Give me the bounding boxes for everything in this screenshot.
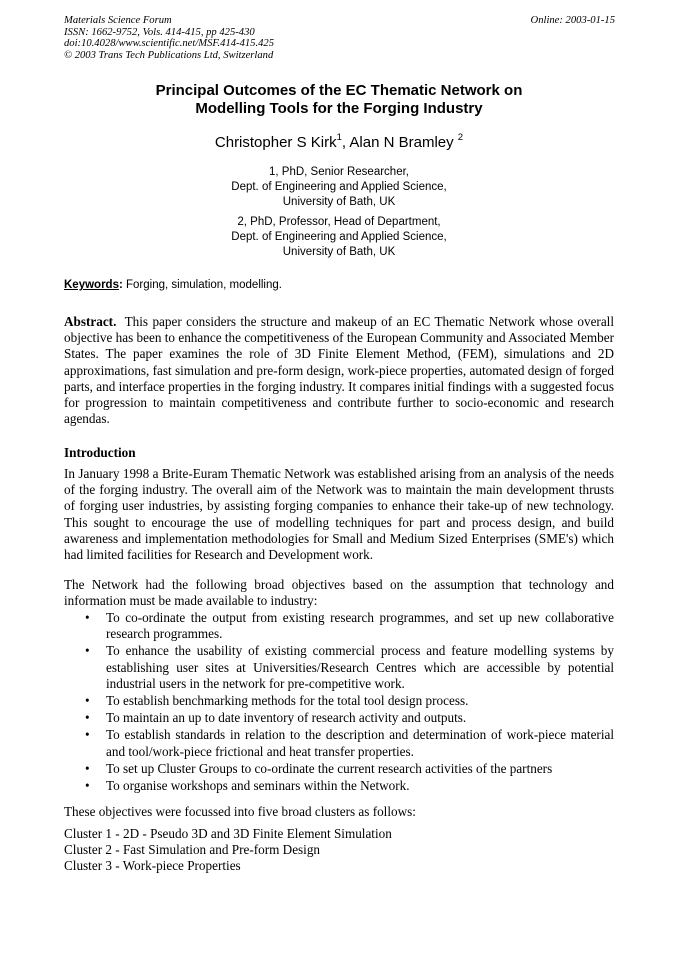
abstract: [64, 314, 614, 427]
list-item-text: To establish standards in relation to the description and determination of work-piece material and tool/work-piece frictional and heat transfer properties.: [106, 727, 614, 759]
author-list: [64, 129, 614, 153]
objectives-list: [64, 610, 614, 795]
paper-title: [64, 82, 614, 118]
abstract-label: Abstract.: [64, 314, 117, 329]
keywords-label: Keywords: [64, 279, 119, 291]
affiliation-2-line-3: University of Bath, UK: [282, 246, 396, 258]
abstract-text: This paper considers the structure and makeup of an EC Thematic Network whose overall objective has been to enhance the competitiveness of the European Community and Associated Member States. The paper examines the role of 3D Finite Element Method, (FEM), simulations and 2D approximations, fast simulation and pre-form design, work-piece properties, automated design of forged parts, and interface properties in the forging industry. It compares initial findings with a suggested focus for progression to maintain competitiveness and contribute further to socio-economic and research agendas.: [64, 314, 614, 427]
author-2-name: Alan N Bramley: [349, 134, 458, 151]
doi-line[interactable]: doi:10.4028/www.scientific.net/MSF.414-415.425: [64, 38, 274, 50]
title-line-2: Modelling Tools for the Forging Industry: [195, 100, 483, 117]
cluster-item: Cluster 2 - Fast Simulation and Pre-form Design: [64, 842, 321, 857]
author-1-affiliation-mark: 1: [336, 132, 342, 143]
section-heading-introduction: Introduction: [64, 445, 136, 460]
list-item: [64, 710, 614, 726]
title-line-1: Principal Outcomes of the EC Thematic Network on: [155, 82, 523, 99]
list-item-text: To enhance the usability of existing commercial process and feature modelling systems by establishing user sites at Universities/Research Centres which are accessible by potential industrial users in the network for pre-competitive work.: [106, 643, 614, 691]
affiliation-1-line-2: Dept. of Engineering and Applied Science,: [231, 181, 447, 193]
copyright-line: © 2003 Trans Tech Publications Ltd, Switzerland: [64, 49, 274, 61]
intro-paragraph-2: The Network had the following broad objectives based on the assumption that technology and information must be made available to industry:: [64, 577, 614, 609]
bullet-icon: •: [85, 610, 90, 625]
author-1-name: Christopher S Kirk: [214, 134, 337, 151]
journal-name: Materials Science Forum: [64, 15, 172, 26]
list-item-text: To establish benchmarking methods for the total tool design process.: [106, 693, 469, 709]
online-date: Online: 2003-01-15: [530, 15, 615, 26]
cluster-list: [64, 826, 392, 874]
online-date-header: [531, 15, 615, 27]
list-item: [64, 778, 614, 794]
list-item: [64, 610, 614, 642]
list-item: [64, 727, 614, 759]
affiliation-2: [64, 215, 614, 260]
list-item: [64, 643, 614, 692]
intro-paragraph-3: These objectives were focussed into five broad clusters as follows:: [64, 804, 416, 819]
bullet-icon: •: [85, 693, 90, 709]
author-separator: ,: [341, 134, 350, 151]
keywords-colon: :: [118, 279, 123, 291]
bullet-icon: •: [85, 778, 90, 794]
keywords-line: [64, 278, 614, 293]
bullet-icon: •: [85, 710, 90, 726]
bullet-icon: •: [85, 760, 90, 776]
list-item-text: To co-ordinate the output from existing research programmes, and set up new collaborative research programmes.: [106, 610, 614, 642]
affiliation-1: [64, 165, 614, 210]
journal-header: [64, 15, 274, 61]
author-2-affiliation-mark: 2: [457, 132, 464, 143]
list-item: [64, 761, 614, 777]
affiliation-1-line-3: University of Bath, UK: [282, 196, 396, 208]
intro-paragraph-1: In January 1998 a Brite-Euram Thematic Network was established arising from an analysis of the needs of the forging industry. The overall aim of the Network was to maintain the main development thrusts of forging user industries, by assisting forging companies to enhance their take-up of new technology. This sought to encourage the use of modelling techniques for part and process design, and build awareness and implementation methodologies for Small and Medium Sized Enterprises (SME's) which had limited facilities for Research and Development work.: [64, 466, 614, 563]
cluster-item: Cluster 3 - Work-piece Properties: [64, 858, 241, 873]
list-item-text: To maintain an up to date inventory of research activity and outputs.: [106, 710, 467, 726]
affiliation-2-line-1: 2, PhD, Professor, Head of Department,: [237, 216, 441, 228]
keywords-text: Forging, simulation, modelling.: [122, 279, 282, 291]
bullet-icon: •: [85, 727, 90, 743]
list-item: [64, 693, 614, 709]
list-item-text: To organise workshops and seminars within the Network.: [106, 778, 410, 794]
list-item-text: To set up Cluster Groups to co-ordinate the current research activities of the partners: [106, 760, 553, 776]
issn-line: ISSN: 1662-9752, Vols. 414-415, pp 425-430: [64, 26, 255, 38]
cluster-item: Cluster 1 - 2D - Pseudo 3D and 3D Finite Element Simulation: [64, 826, 392, 841]
affiliation-1-line-1: 1, PhD, Senior Researcher,: [269, 166, 409, 178]
bullet-icon: •: [85, 643, 90, 659]
affiliation-2-line-2: Dept. of Engineering and Applied Science,: [231, 231, 447, 243]
